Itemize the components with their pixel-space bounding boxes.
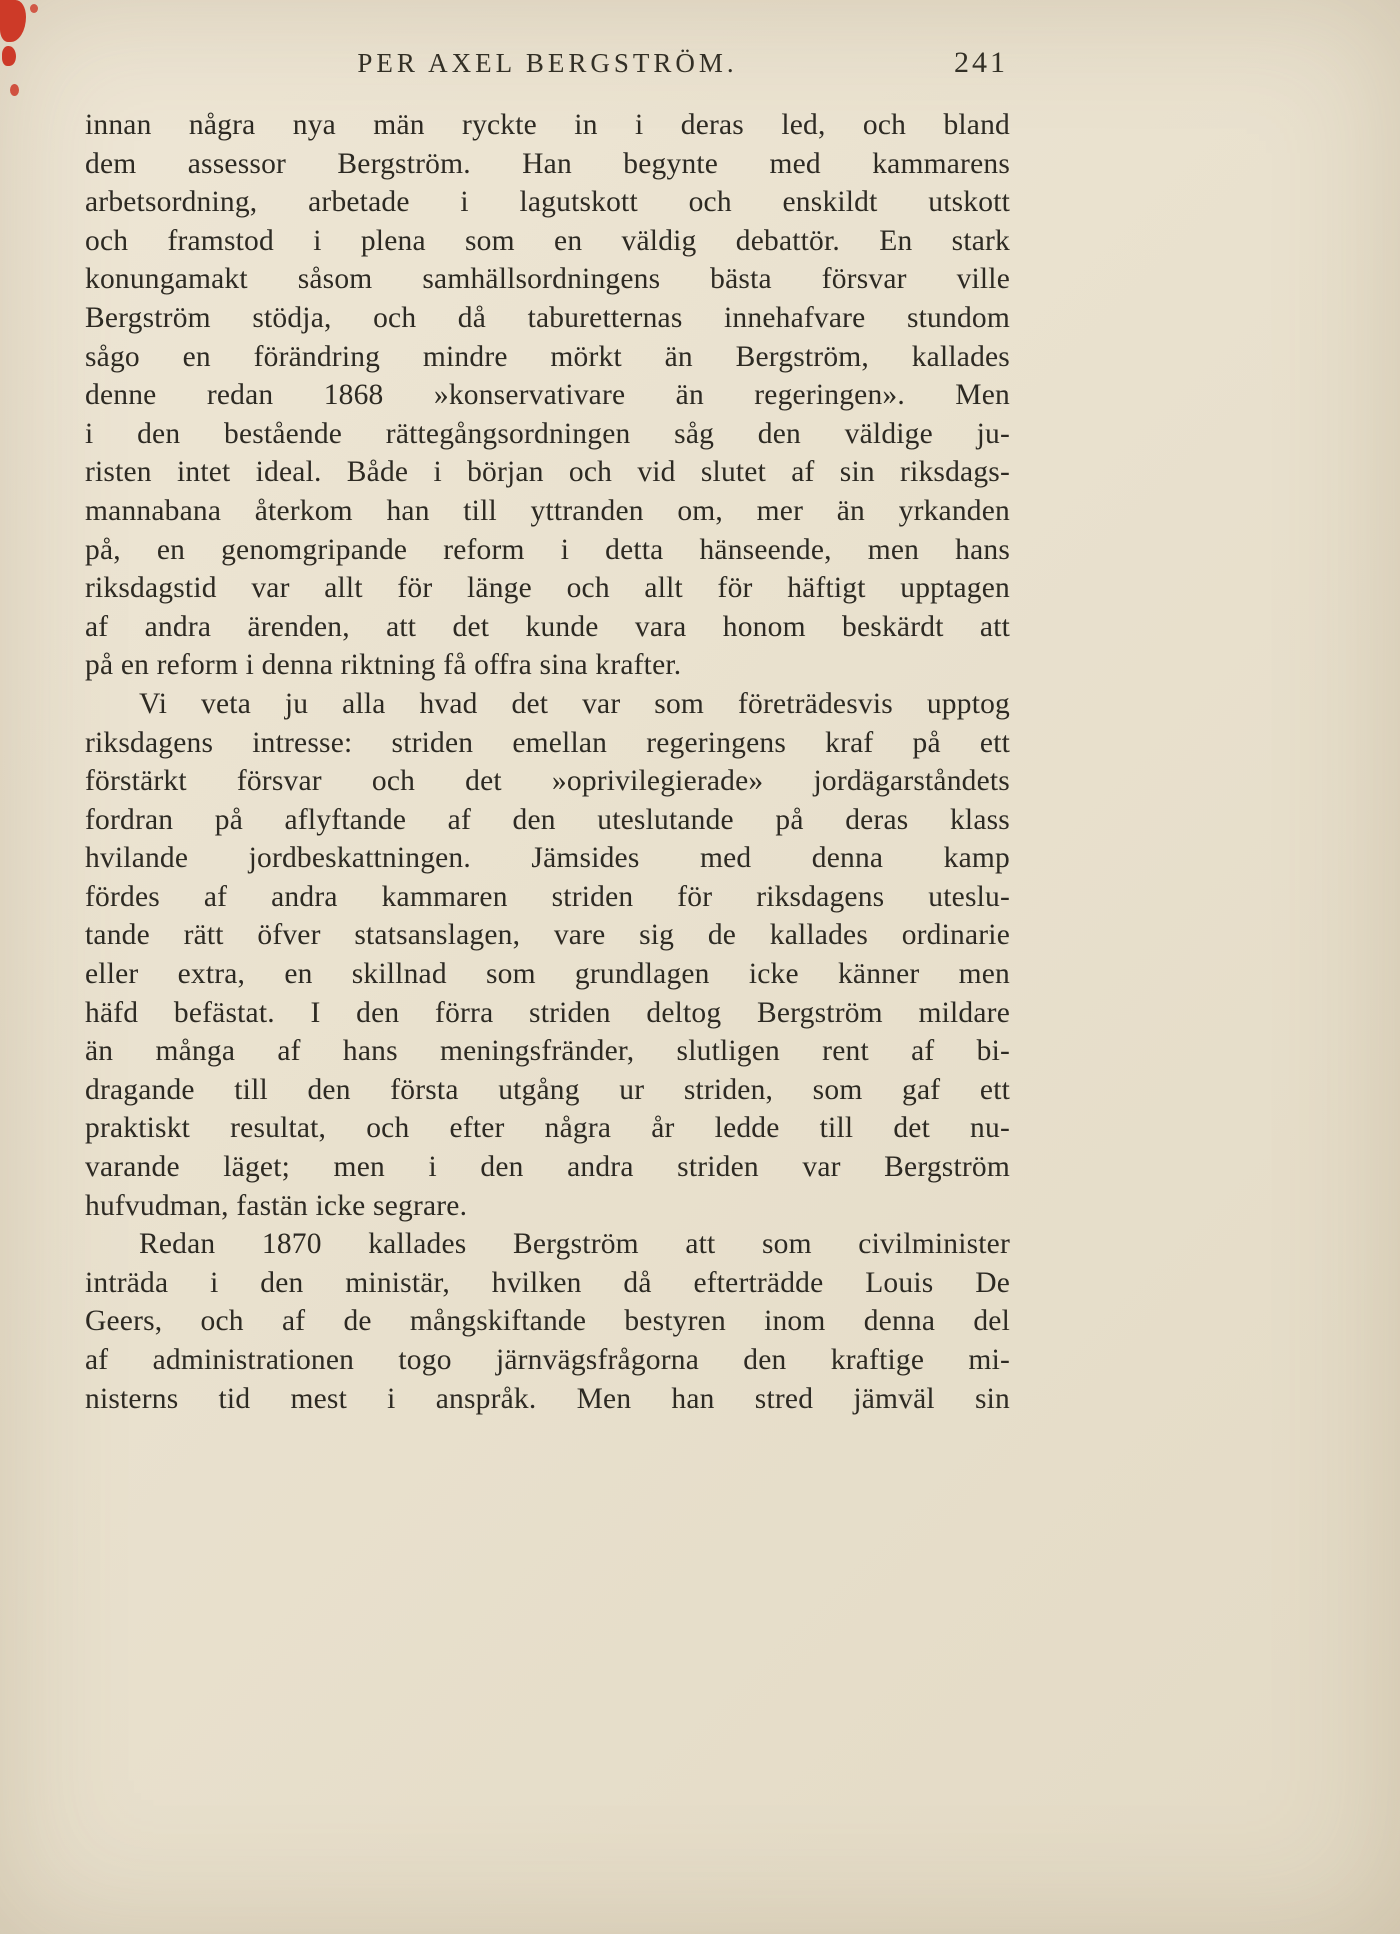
scan-artifact-red-edge xyxy=(2,46,16,66)
text-line: dem assessor Bergström. Han begynte med kammarens xyxy=(85,147,1010,180)
text-line: Geers, och af de mångskiftande bestyren inom denna del xyxy=(85,1305,1010,1338)
paragraph xyxy=(85,106,1010,685)
text-line: riksdagstid var allt för länge och allt för häftigt upptagen xyxy=(85,572,1010,605)
text-block xyxy=(85,106,1010,1418)
text-line: hufvudman, fastän icke segrare. xyxy=(85,1189,468,1222)
running-title: PER AXEL BERGSTRÖM. xyxy=(357,48,738,78)
text-line: tande rätt öfver statsanslagen, vare sig de kallades ordinarie xyxy=(85,919,1010,952)
text-line: nisterns tid mest i anspråk. Men han stred jämväl sin xyxy=(85,1382,1010,1415)
text-line: häfd befästat. I den förra striden deltog Bergström mildare xyxy=(85,996,1010,1029)
text-line: fordran på aflyftande af den uteslutande på deras klass xyxy=(85,803,1010,836)
text-line: varande läget; men i den andra striden var Bergström xyxy=(85,1151,1010,1184)
page-header xyxy=(85,48,1010,88)
text-line: Redan 1870 kallades Bergström att som civilminister xyxy=(139,1228,1010,1261)
text-line: än många af hans meningsfränder, slutligen rent af bi- xyxy=(85,1035,1010,1068)
text-line: Bergström stödja, och då taburetternas innehafvare stundom xyxy=(85,301,1010,334)
paragraph xyxy=(85,1225,1010,1418)
text-line: praktiskt resultat, och efter några år ledde till det nu- xyxy=(85,1112,1010,1145)
text-line: sågo en förändring mindre mörkt än Bergström, kallades xyxy=(85,340,1010,373)
text-line: på en reform i denna riktning få offra sina krafter. xyxy=(85,649,682,682)
scan-artifact-red-speck xyxy=(30,4,38,13)
text-line: eller extra, en skillnad som grundlagen icke känner men xyxy=(85,958,1010,991)
text-line: och framstod i plena som en väldig debattör. En stark xyxy=(85,224,1010,257)
text-line: hvilande jordbeskattningen. Jämsides med denna kamp xyxy=(85,842,1010,875)
text-line: förstärkt försvar och det »oprivilegierade» jordägarståndets xyxy=(85,765,1010,798)
text-line: Vi veta ju alla hvad det var som företrädesvis upptog xyxy=(139,687,1010,720)
text-line: denne redan 1868 »konservativare än regeringen». Men xyxy=(85,379,1010,412)
text-line: mannabana återkom han till yttranden om, mer än yrkanden xyxy=(85,494,1010,527)
text-line: fördes af andra kammaren striden för riksdagens uteslu- xyxy=(85,880,1010,913)
text-line: konungamakt såsom samhällsordningens bästa försvar ville xyxy=(85,263,1010,296)
text-line: risten intet ideal. Både i början och vid slutet af sin riksdags- xyxy=(85,456,1010,489)
text-line: riksdagens intresse: striden emellan regeringens kraf på ett xyxy=(85,726,1010,759)
text-line: inträda i den ministär, hvilken då efterträdde Louis De xyxy=(85,1266,1010,1299)
text-line: dragande till den första utgång ur striden, som gaf ett xyxy=(85,1073,1010,1106)
text-line: innan några nya män ryckte in i deras led, och bland xyxy=(85,109,1010,141)
paragraph xyxy=(85,685,1010,1225)
text-line: af andra ärenden, att det kunde vara honom beskärdt att xyxy=(85,610,1010,643)
text-line: arbetsordning, arbetade i lagutskott och enskildt utskott xyxy=(85,186,1010,219)
scan-artifact-red-speck xyxy=(10,84,19,96)
text-line: på, en genomgripande reform i detta hänseende, men hans xyxy=(85,533,1010,566)
page-number: 241 xyxy=(954,46,1008,79)
text-line: i den bestående rättegångsordningen såg den väldige ju- xyxy=(85,417,1010,450)
scan-artifact-red-edge xyxy=(0,0,26,42)
text-line: af administrationen togo järnvägsfrågorna den kraftige mi- xyxy=(85,1344,1010,1376)
